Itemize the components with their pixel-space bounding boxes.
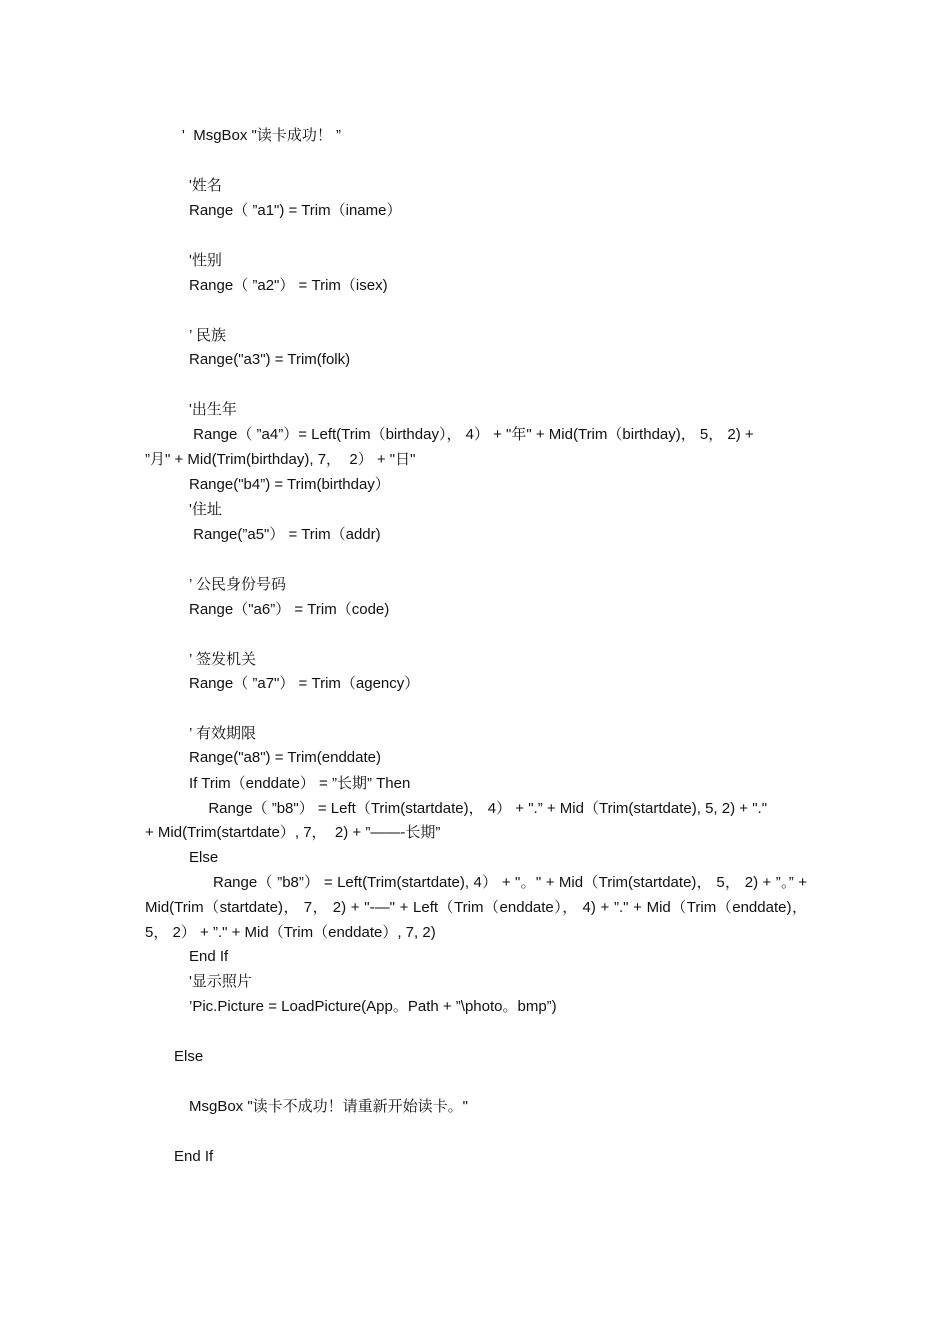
comment-name-line: '姓名 — [189, 177, 222, 194]
range-b8-else-paragraph: Range（ ”b8”） = Left(Trim(startdate), 4） + "。" + Mid（Trim(startdate)， 5， 2) + ”。” + Mid(Trim（startdate)， 7， 2) + "-—" + Left（Trim（enddate）， 4) + ”." + Mid（Trim（enddate)， 5， 2） + ”." + Mid（Trim（enddate）, 7, 2) — [145, 874, 807, 941]
else-outer-line: Else — [174, 1048, 204, 1065]
range-a6-line: Range（"a6”） = Trim（code) — [189, 601, 390, 618]
range-a8-line: Range("a8") = Trim(enddate) — [189, 749, 381, 766]
range-b8-line-2: + Mid(Trim(startdate）, 7， 2) + ”——-长期” — [145, 824, 441, 841]
end-if-outer-line: End If — [174, 1148, 214, 1165]
msgbox-fail-line: MsgBox "读卡不成功！请重新开始读卡。" — [189, 1098, 469, 1115]
range-a4-line-2: ”月" + Mid(Trim(birthday), 7， 2） + "日" — [145, 451, 416, 468]
pic-picture-line: ’Pic.Picture = LoadPicture(App。Path + ”\photo。bmp”) — [189, 998, 557, 1015]
else-inner-line: Else — [189, 849, 219, 866]
comment-photo-line: '显示照片 — [189, 973, 252, 990]
msgbox-success-comment-line: ' MsgBox "读卡成功！ ” — [182, 127, 342, 144]
comment-birth-line: '出生年 — [189, 401, 237, 418]
comment-folk-line: ’ 民族 — [189, 327, 226, 344]
comment-agency-line: ’ 签发机关 — [189, 651, 256, 668]
range-a7-line: Range（ ”a7"） = Trim（agency） — [189, 675, 420, 692]
if-trim-line: If Trim（enddate） = ”长期” Then — [189, 775, 411, 792]
range-b4-line: Range("b4”) = Trim(birthday） — [189, 476, 390, 493]
comment-valid-line: ’ 有效期限 — [189, 725, 256, 742]
range-a4-line-1: Range（ ”a4”）= Left(Trim（birthday）， 4） + "年" + Mid(Trim（birthday)， 5， 2) + — [189, 426, 754, 443]
comment-sex-line: '性别 — [189, 252, 222, 269]
range-b8-line-1: Range（ ”b8"） = Left（Trim(startdate)， 4） + ".” + Mid（Trim(startdate), 5, 2) + "." — [200, 800, 768, 817]
range-a1-line: Range（ ”a1") = Trim（iname） — [189, 202, 402, 219]
end-if-inner-line: End If — [189, 948, 229, 965]
comment-addr-line: '住址 — [189, 501, 222, 518]
range-a5-line: Range(”a5"） = Trim（addr) — [189, 526, 381, 543]
range-a2-line: Range（ ”a2"） = Trim（isex) — [189, 277, 388, 294]
range-a3-line: Range("a3") = Trim(folk) — [189, 351, 351, 368]
comment-code-line: ’ 公民身份号码 — [189, 576, 286, 593]
